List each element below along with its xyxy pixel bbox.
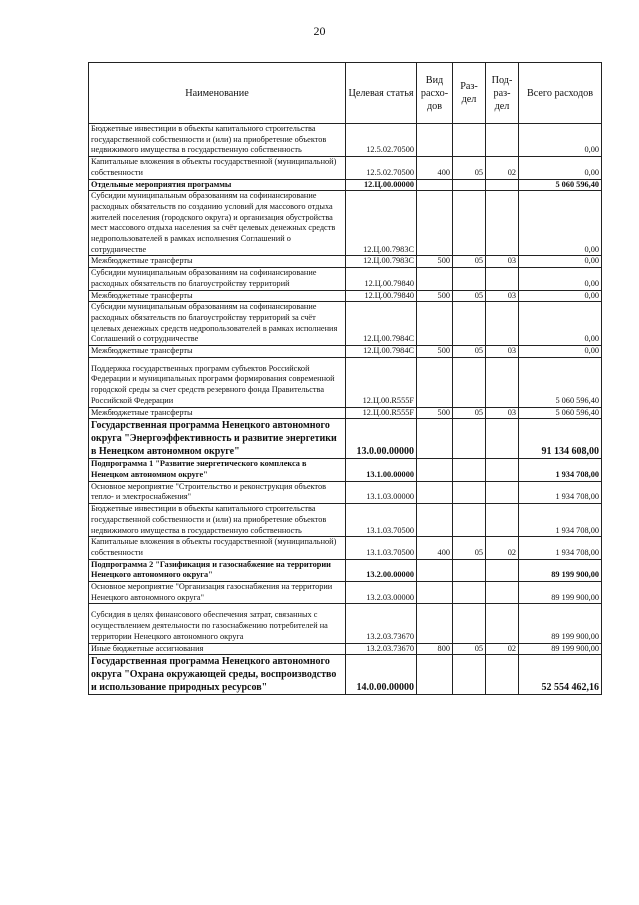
- row-expense-type: 400: [417, 537, 453, 559]
- row-total: 5 060 596,40: [519, 179, 602, 191]
- table-row: [89, 655, 602, 695]
- row-target-item: 13.1.03.70500: [346, 504, 417, 537]
- row-total: 0,00: [519, 157, 602, 179]
- row-subsection: [486, 268, 519, 290]
- row-name: Субсидии муниципальным образованиям на софинансирование расходных обязательств по созданию условий для массового отдыха жителей поселения (городского округа) и организация обустройства мест массового отдыха населения за счёт целевых денежных средств недропользователей в рамках исполнения Соглашений о сотрудничестве: [89, 191, 346, 256]
- row-expense-type: 500: [417, 290, 453, 302]
- row-target-item: 12.Ц.00.79840: [346, 290, 417, 302]
- row-section: 05: [453, 643, 486, 655]
- row-target-item: 13.2.03.00000: [346, 582, 417, 604]
- header-row: [89, 63, 602, 124]
- table-row: [89, 157, 602, 179]
- page-number: 20: [313, 24, 326, 38]
- row-expense-type: 500: [417, 256, 453, 268]
- table-row: [89, 256, 602, 268]
- row-total: 0,00: [519, 346, 602, 358]
- table-row: [89, 459, 602, 481]
- row-total: 0,00: [519, 268, 602, 290]
- row-section: 05: [453, 407, 486, 419]
- table-row: [89, 346, 602, 358]
- table-row: [89, 357, 602, 407]
- header-subsection: Под-раз-дел: [486, 63, 519, 124]
- row-subsection: [486, 604, 519, 643]
- row-section: [453, 302, 486, 346]
- row-total: 89 199 900,00: [519, 559, 602, 581]
- row-section: [453, 179, 486, 191]
- row-name: Межбюджетные трансферты: [89, 256, 346, 268]
- row-expense-type: 500: [417, 346, 453, 358]
- row-name: Отдельные мероприятия программы: [89, 179, 346, 191]
- row-section: 05: [453, 537, 486, 559]
- table-row: [89, 179, 602, 191]
- row-name: Основное мероприятие "Строительство и реконструкция объектов тепло- и электроснабжения": [89, 481, 346, 503]
- row-subsection: 02: [486, 643, 519, 655]
- row-subsection: [486, 357, 519, 407]
- row-target-item: 12.5.02.70500: [346, 157, 417, 179]
- row-name: Подпрограмма 2 "Газификация и газоснабжение на территории Ненецкого автономного округа": [89, 559, 346, 581]
- row-section: [453, 504, 486, 537]
- row-name: Иные бюджетные ассигнования: [89, 643, 346, 655]
- row-target-item: 13.1.03.70500: [346, 537, 417, 559]
- row-expense-type: [417, 481, 453, 503]
- row-name: Межбюджетные трансферты: [89, 346, 346, 358]
- row-target-item: 13.2.03.73670: [346, 604, 417, 643]
- row-expense-type: [417, 302, 453, 346]
- header-target-item: Целевая статья: [346, 63, 417, 124]
- row-total: 89 199 900,00: [519, 582, 602, 604]
- row-total: 1 934 708,00: [519, 459, 602, 481]
- row-subsection: [486, 419, 519, 459]
- row-subsection: 03: [486, 346, 519, 358]
- row-name: Субсидия в целях финансового обеспечения затрат, связанных с осуществлением деятельности по газоснабжению потребителей на территории Ненецкого автономного округа: [89, 604, 346, 643]
- row-expense-type: [417, 459, 453, 481]
- row-section: 05: [453, 290, 486, 302]
- row-subsection: [486, 559, 519, 581]
- row-target-item: 13.2.03.73670: [346, 643, 417, 655]
- row-target-item: 12.Ц.00.79840: [346, 268, 417, 290]
- row-target-item: 12.Ц.00.R555F: [346, 407, 417, 419]
- row-total: 91 134 608,00: [519, 419, 602, 459]
- row-name: Капитальные вложения в объекты государственной (муниципальной) собственности: [89, 537, 346, 559]
- table-row: [89, 302, 602, 346]
- row-expense-type: 800: [417, 643, 453, 655]
- row-target-item: 13.2.00.00000: [346, 559, 417, 581]
- row-section: [453, 419, 486, 459]
- row-total: 52 554 462,16: [519, 655, 602, 695]
- header-expense-type: Вид расхо-дов: [417, 63, 453, 124]
- row-total: 0,00: [519, 124, 602, 157]
- row-subsection: 02: [486, 537, 519, 559]
- header-section: Раз-дел: [453, 63, 486, 124]
- row-section: 05: [453, 346, 486, 358]
- row-subsection: [486, 481, 519, 503]
- row-total: 0,00: [519, 290, 602, 302]
- row-subsection: [486, 191, 519, 256]
- row-target-item: 12.Ц.00.R555F: [346, 357, 417, 407]
- table-row: [89, 407, 602, 419]
- row-name: Бюджетные инвестиции в объекты капитального строительства государственной собственности и (или) на приобретение объектов недвижимого имущества в государственную собственность: [89, 124, 346, 157]
- header-name: Наименование: [89, 63, 346, 124]
- row-total: 1 934 708,00: [519, 537, 602, 559]
- row-section: [453, 582, 486, 604]
- row-name: Государственная программа Ненецкого автономного округа "Охрана окружающей среды, воспроизводство и использование природных ресурсов": [89, 655, 346, 695]
- row-target-item: 12.Ц.00.7983С: [346, 256, 417, 268]
- row-subsection: [486, 179, 519, 191]
- row-expense-type: [417, 604, 453, 643]
- row-expense-type: [417, 124, 453, 157]
- row-target-item: 12.Ц.00.7984С: [346, 302, 417, 346]
- table-row: [89, 582, 602, 604]
- row-expense-type: [417, 582, 453, 604]
- row-target-item: 13.1.03.00000: [346, 481, 417, 503]
- row-name: Субсидии муниципальным образованиям на софинансирование расходных обязательств по благоустройству территорий: [89, 268, 346, 290]
- row-subsection: 02: [486, 157, 519, 179]
- row-name: Государственная программа Ненецкого автономного округа "Энергоэффективность и развитие энергетики в Ненецком автономном округе": [89, 419, 346, 459]
- row-expense-type: [417, 268, 453, 290]
- row-section: 05: [453, 157, 486, 179]
- row-total: 0,00: [519, 191, 602, 256]
- row-subsection: 03: [486, 407, 519, 419]
- row-target-item: 12.Ц.00.7984С: [346, 346, 417, 358]
- row-subsection: [486, 302, 519, 346]
- row-name: Основное мероприятие "Организация газоснабжения на территории Ненецкого автономного округа": [89, 582, 346, 604]
- row-section: [453, 481, 486, 503]
- table-row: [89, 643, 602, 655]
- row-name: Капитальные вложения в объекты государственной (муниципальной) собственности: [89, 157, 346, 179]
- header-total: Всего расходов: [519, 63, 602, 124]
- row-expense-type: 400: [417, 157, 453, 179]
- budget-table: [88, 62, 602, 695]
- row-section: [453, 459, 486, 481]
- row-section: [453, 357, 486, 407]
- row-name: Поддержка государственных программ субъектов Российской Федерации и муниципальных программ формирования современной городской среды за счет средств резервного фонда Правительства Российской Федерации: [89, 357, 346, 407]
- row-subsection: 03: [486, 256, 519, 268]
- row-expense-type: [417, 655, 453, 695]
- row-section: [453, 604, 486, 643]
- row-section: [453, 191, 486, 256]
- row-expense-type: [417, 504, 453, 537]
- row-section: [453, 124, 486, 157]
- row-expense-type: [417, 191, 453, 256]
- table-row: [89, 191, 602, 256]
- table-row: [89, 124, 602, 157]
- row-total: 0,00: [519, 302, 602, 346]
- row-name: Межбюджетные трансферты: [89, 290, 346, 302]
- row-target-item: 14.0.00.00000: [346, 655, 417, 695]
- row-target-item: 12.5.02.70500: [346, 124, 417, 157]
- row-expense-type: 500: [417, 407, 453, 419]
- row-total: 5 060 596,40: [519, 357, 602, 407]
- row-total: 89 199 900,00: [519, 604, 602, 643]
- row-name: Бюджетные инвестиции в объекты капитального строительства государственной собственности и (или) на приобретение объектов недвижимого имущества в государственную собственность: [89, 504, 346, 537]
- table-row: [89, 604, 602, 643]
- row-total: 89 199 900,00: [519, 643, 602, 655]
- table-row: [89, 504, 602, 537]
- row-subsection: [486, 582, 519, 604]
- row-target-item: 13.1.00.00000: [346, 459, 417, 481]
- row-section: [453, 559, 486, 581]
- row-expense-type: [417, 357, 453, 407]
- table-row: [89, 268, 602, 290]
- row-subsection: [486, 459, 519, 481]
- row-name: Межбюджетные трансферты: [89, 407, 346, 419]
- table-row: [89, 419, 602, 459]
- table-row: [89, 559, 602, 581]
- table-row: [89, 481, 602, 503]
- row-total: 0,00: [519, 256, 602, 268]
- row-subsection: [486, 655, 519, 695]
- row-name: Субсидии муниципальным образованиям на софинансирование расходных обязательств по благоустройству территорий за счёт целевых денежных средств недропользователей в рамках исполнения Соглашений о сотрудничестве: [89, 302, 346, 346]
- row-section: 05: [453, 256, 486, 268]
- row-total: 1 934 708,00: [519, 481, 602, 503]
- table-row: [89, 290, 602, 302]
- row-target-item: 13.0.00.00000: [346, 419, 417, 459]
- row-expense-type: [417, 419, 453, 459]
- row-subsection: [486, 504, 519, 537]
- row-subsection: [486, 124, 519, 157]
- table-row: [89, 537, 602, 559]
- row-name: Подпрограмма 1 "Развитие энергетического комплекса в Ненецком автономном округе": [89, 459, 346, 481]
- row-total: 5 060 596,40: [519, 407, 602, 419]
- row-section: [453, 655, 486, 695]
- row-subsection: 03: [486, 290, 519, 302]
- row-expense-type: [417, 559, 453, 581]
- row-total: 1 934 708,00: [519, 504, 602, 537]
- row-target-item: 12.Ц.00.00000: [346, 179, 417, 191]
- row-expense-type: [417, 179, 453, 191]
- row-target-item: 12.Ц.00.7983С: [346, 191, 417, 256]
- row-section: [453, 268, 486, 290]
